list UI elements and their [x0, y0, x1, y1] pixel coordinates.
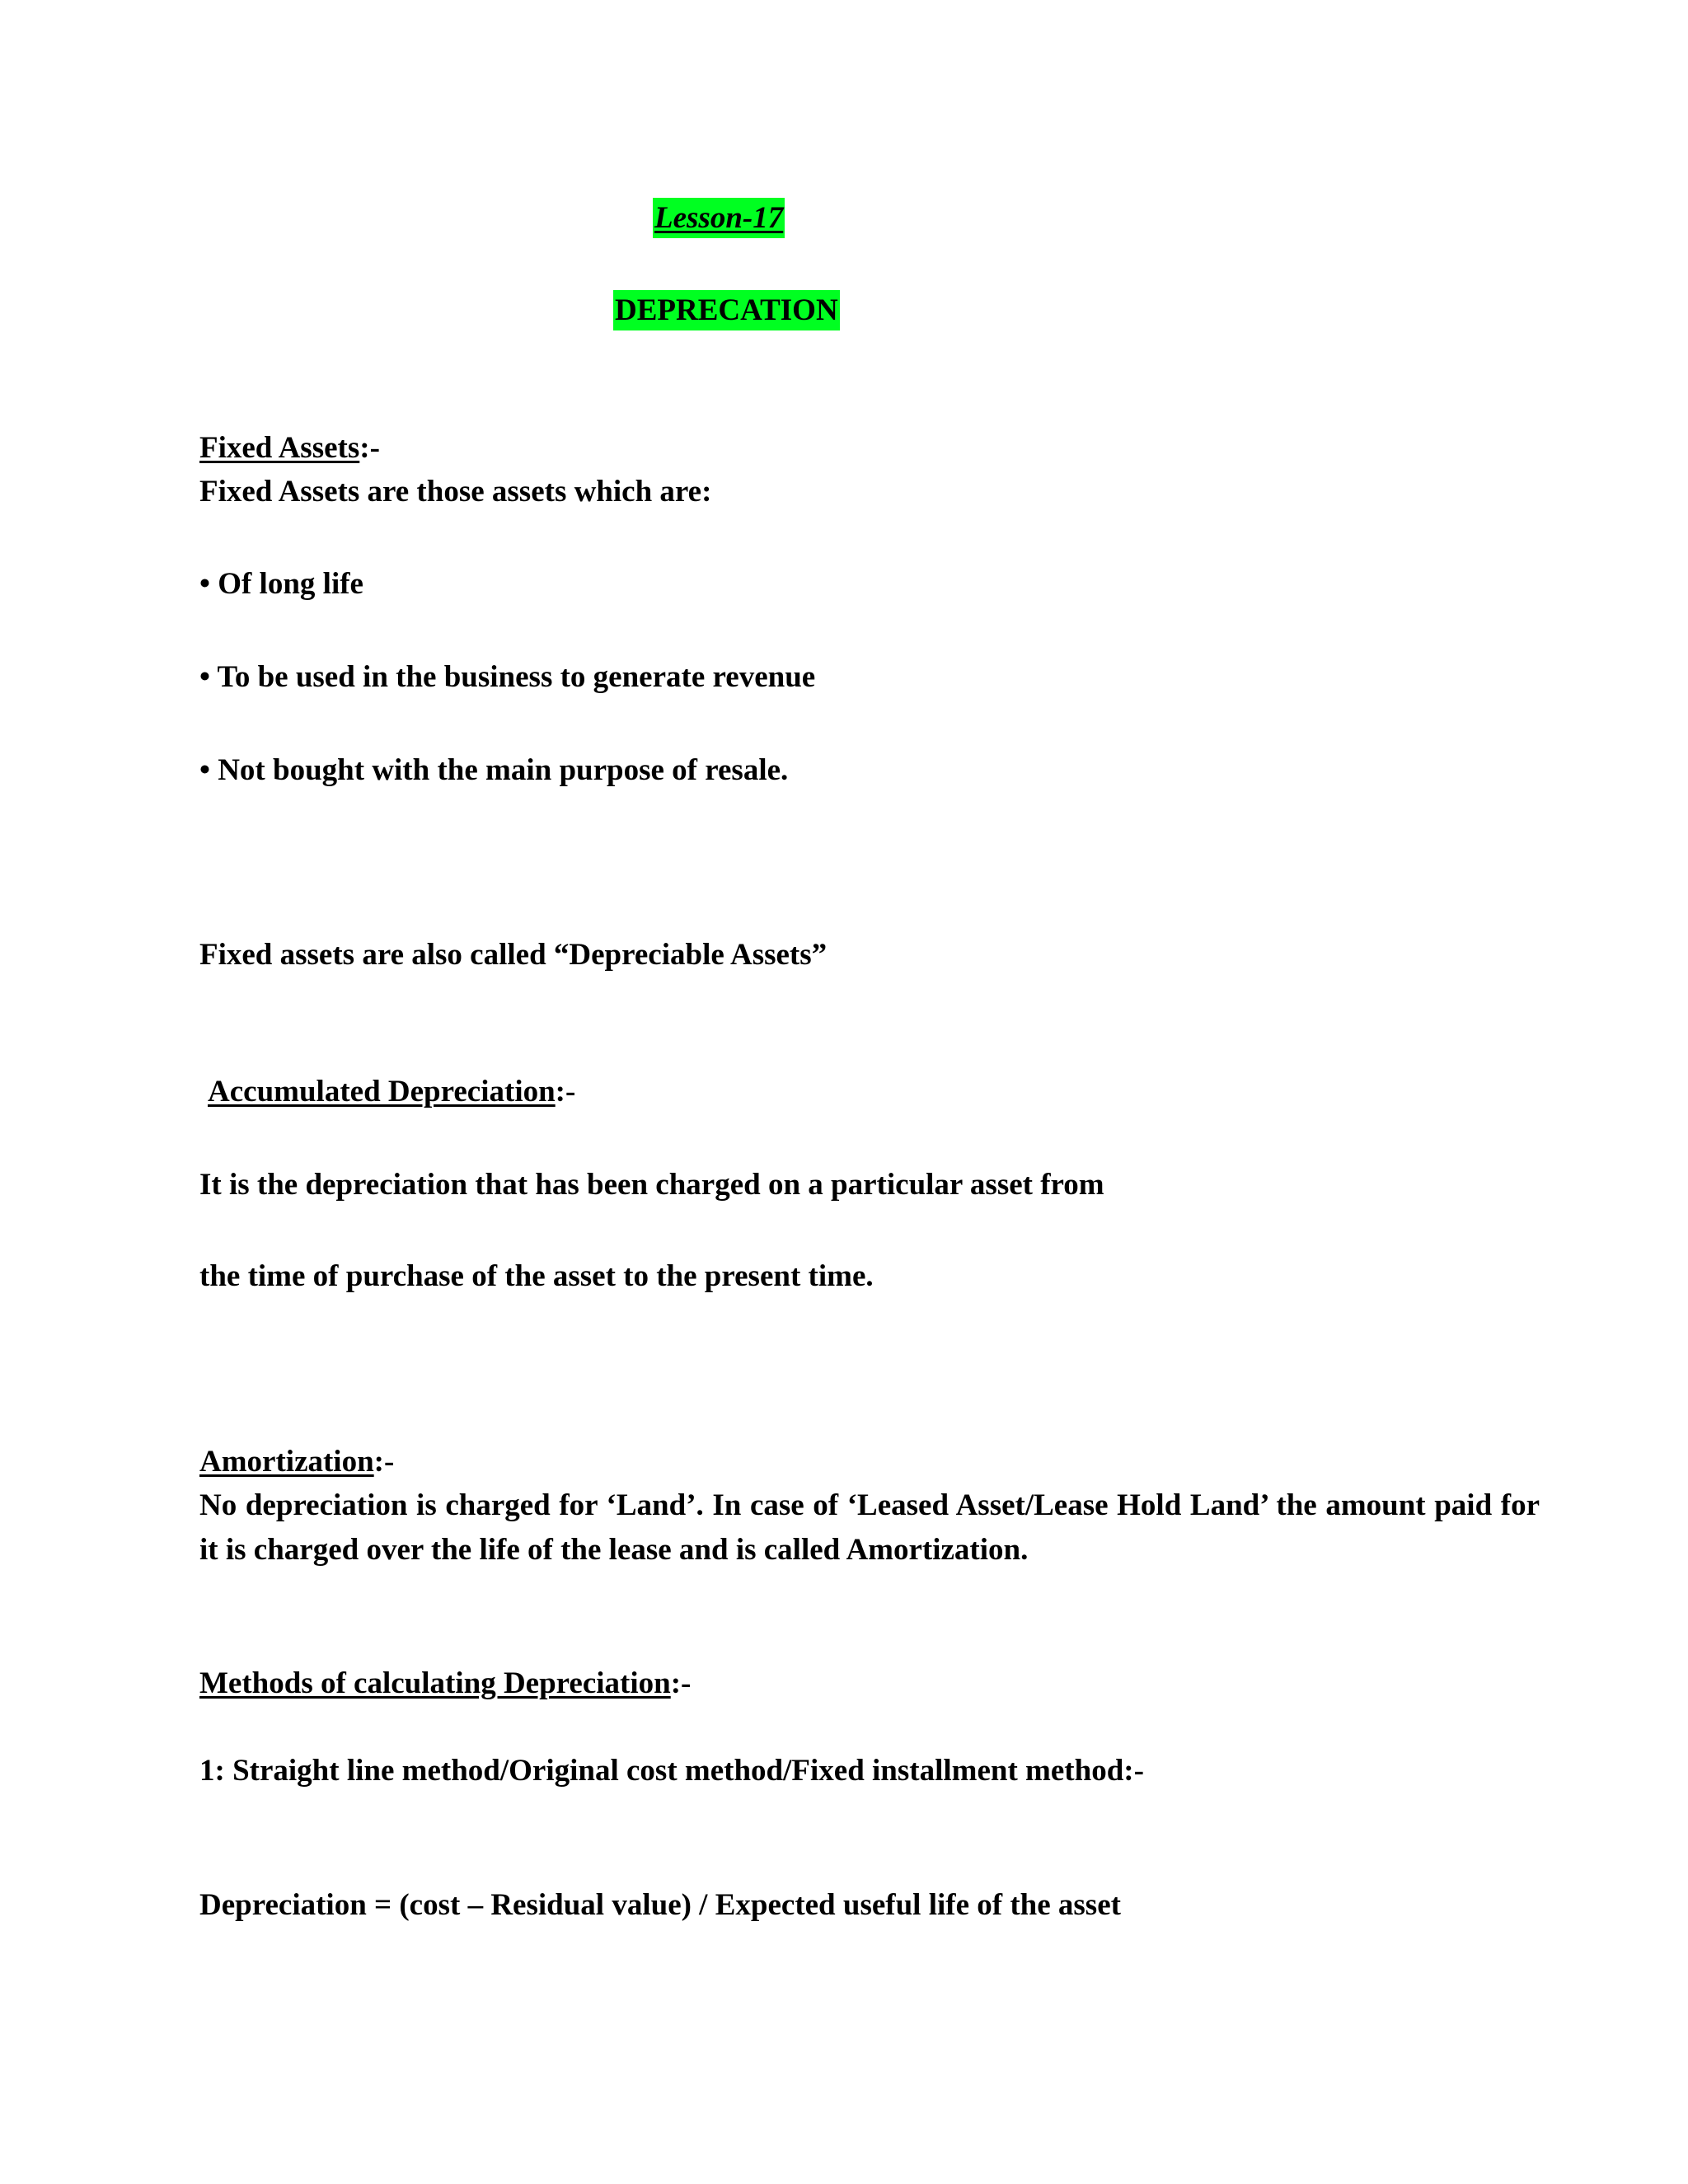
lesson-number: [653, 200, 785, 237]
fixed-assets-heading-suffix: :-: [359, 431, 380, 465]
method-1-title: 1: Straight line method/Original cost method/Fixed installment method:-: [199, 1754, 1144, 1788]
page-title: [613, 293, 840, 329]
list-item: • Not bought with the main purpose of resale.: [199, 753, 789, 787]
fixed-assets-heading-text: Fixed Assets: [199, 431, 360, 465]
accumulated-depreciation-line-2: the time of purchase of the asset to the present time.: [199, 1259, 874, 1293]
amortization-paragraph: No depreciation is charged for ‘Land’. In case of ‘Leased Asset/Lease Hold Land’ the amount paid for it is charged over the life of the lease and is called Amortization.: [199, 1488, 1540, 1567]
methods-heading: [199, 1666, 691, 1702]
list-item: • Of long life: [199, 567, 363, 601]
amortization-heading-suffix: :-: [373, 1445, 395, 1479]
lesson-number-text: Lesson-17: [653, 198, 785, 238]
amortization-heading: [199, 1444, 394, 1480]
depreciation-formula: Depreciation = (cost – Residual value) / Expected useful life of the asset: [199, 1888, 1121, 1922]
accumulated-depreciation-line-1: It is the depreciation that has been charged on a particular asset from: [199, 1168, 1104, 1202]
methods-heading-suffix: :-: [670, 1666, 692, 1700]
accumulated-depreciation-heading: [208, 1074, 575, 1110]
accumulated-depreciation-heading-suffix: :-: [555, 1075, 576, 1108]
methods-heading-text: Methods of calculating Depreciation: [199, 1666, 671, 1700]
page-title-text: DEPRECATION: [613, 290, 840, 330]
fixed-assets-heading: [199, 430, 380, 466]
list-item: • To be used in the business to generate revenue: [199, 660, 816, 694]
fixed-assets-intro: Fixed Assets are those assets which are:: [199, 475, 712, 509]
fixed-assets-note: Fixed assets are also called “Depreciable Assets”: [199, 938, 828, 972]
accumulated-depreciation-heading-text: Accumulated Depreciation: [208, 1075, 556, 1108]
amortization-heading-text: Amortization: [199, 1445, 374, 1479]
